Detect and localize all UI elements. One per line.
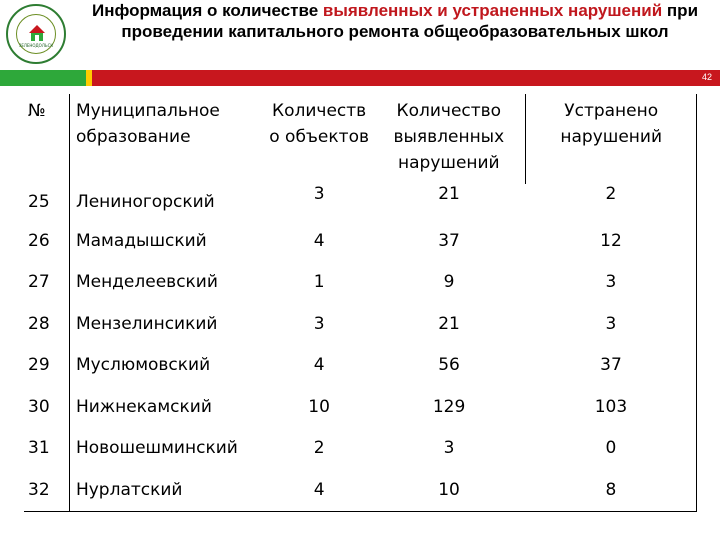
header-found-violations: Количество выявленных нарушений (372, 94, 526, 184)
row-num: 29 (28, 355, 50, 376)
title-part2: при проведении капитального ремонта общеобразовательных школ (121, 1, 699, 41)
violations-table-wrap (24, 94, 697, 512)
row-found: 9 (443, 272, 455, 293)
row-found: 56 (438, 355, 460, 376)
row-name: Менделеевский (69, 262, 266, 304)
row-objects: 3 (313, 313, 325, 334)
row-found: 10 (372, 469, 526, 511)
row-fixed: 0 (526, 428, 697, 470)
row-num: 26 (28, 230, 50, 251)
row-num: 27 (28, 272, 50, 293)
title-highlight: выявленных и устраненных нарушений (322, 1, 663, 20)
row-objects: 2 (313, 438, 325, 459)
row-fixed: 103 (526, 386, 697, 428)
title-part1: Информация о количестве (91, 1, 323, 20)
row-num: 32 (24, 469, 69, 511)
row-fixed: 8 (526, 469, 697, 511)
row-fixed: 3 (526, 303, 697, 345)
logo-text: ЗЕЛЕНОДОЛЬСК (18, 43, 54, 48)
row-found: 21 (438, 184, 460, 204)
row-num: 30 (28, 396, 50, 417)
table-row (24, 428, 697, 470)
header-fixed-violations: Устранено нарушений (526, 94, 697, 184)
row-found: 129 (432, 396, 466, 417)
row-name: Мамадышский (69, 220, 266, 262)
row-name: Нижнекамский (69, 386, 266, 428)
row-num: 31 (28, 438, 50, 459)
row-name: Новошешминский (69, 428, 266, 470)
row-found: 3 (443, 438, 455, 459)
page-title (80, 0, 710, 42)
row-num: 25 (28, 192, 50, 212)
violations-table (24, 94, 697, 512)
header-num: № (28, 101, 46, 121)
row-name: Лениногорский (69, 184, 266, 220)
table-row (24, 184, 697, 220)
table-header-row (24, 94, 697, 184)
table-row (24, 469, 697, 511)
stripe-red (92, 70, 720, 86)
row-fixed: 37 (526, 345, 697, 387)
logo (6, 4, 66, 64)
row-found: 21 (438, 313, 460, 334)
row-objects: 10 (308, 396, 330, 417)
row-fixed: 12 (526, 220, 697, 262)
row-fixed: 3 (526, 262, 697, 304)
row-fixed: 2 (526, 184, 697, 220)
row-objects: 4 (313, 355, 325, 376)
stripe-green (0, 70, 86, 86)
row-objects: 4 (266, 469, 372, 511)
row-objects: 4 (313, 230, 325, 251)
row-name: Муслюмовский (69, 345, 266, 387)
header-objects: Количеств о объектов (269, 101, 369, 147)
row-objects: 1 (313, 272, 325, 293)
header-stripe (0, 70, 720, 86)
row-found: 37 (438, 230, 460, 251)
table-row (24, 220, 697, 262)
logo-emblem (16, 14, 56, 54)
row-objects: 3 (313, 184, 325, 204)
row-num: 28 (28, 313, 50, 334)
table-row (24, 262, 697, 304)
page-number: 42 (701, 72, 712, 82)
row-name: Нурлатский (69, 469, 266, 511)
row-name: Мензелинсикий (69, 303, 266, 345)
header-municipality: Муниципальное образование (69, 94, 266, 184)
table-row (24, 345, 697, 387)
table-row (24, 386, 697, 428)
house-icon (28, 24, 46, 42)
table-row (24, 303, 697, 345)
